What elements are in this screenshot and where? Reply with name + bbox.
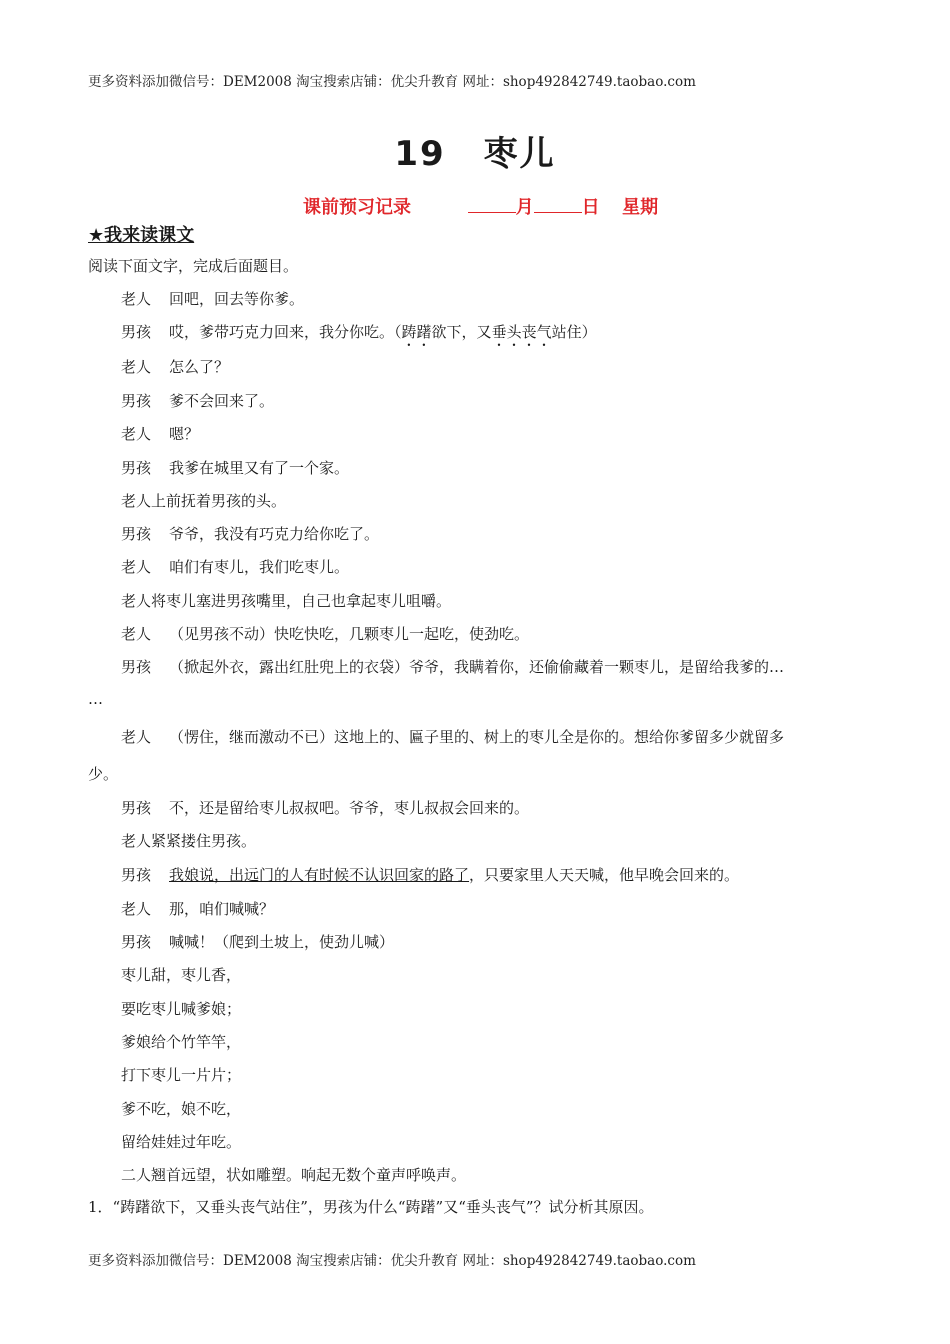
- day-blank[interactable]: [534, 198, 582, 213]
- script-line: 老人 （愣住，继而激动不已）这地上的、匾子里的、树上的枣儿全是你的。想给你爹留多少就留多: [121, 728, 785, 746]
- script-line: 老人 （见男孩不动）快吃快吃，几颗枣儿一起吃，使劲吃。: [121, 625, 530, 643]
- lesson-title: [0, 126, 950, 175]
- emphasized-word: 垂头丧气: [491, 323, 552, 341]
- lesson-name: 枣儿: [483, 134, 556, 174]
- stage-direction: 老人将枣儿塞进男孩嘴里，自己也拿起枣儿咀嚼。: [121, 592, 452, 610]
- day-label: 日: [581, 197, 600, 218]
- question-1: 1．“踌躇欲下，又垂头丧气站住”，男孩为什么“踌躇”又“垂头丧气”？试分析其原因。: [88, 1198, 654, 1216]
- script-line-continued: …: [88, 690, 103, 708]
- script-line: 男孩 不，还是留给枣儿叔叔吧。爷爷，枣儿叔叔会回来的。: [121, 799, 530, 817]
- rhyme-line: 留给娃娃过年吃。: [121, 1133, 242, 1151]
- lesson-number: 19: [394, 134, 446, 174]
- script-line: 男孩 喊喊！（爬到土坡上，使劲儿喊）: [121, 933, 395, 951]
- script-line: 老人 怎么了？: [121, 358, 230, 376]
- rhyme-line: 枣儿甜，枣儿香，: [121, 966, 242, 984]
- script-line: 老人 回吧，回去等你爹。: [121, 290, 305, 308]
- script-line: 男孩 哎，爹带巧克力回来，我分你吃。（踌躇欲下，又垂头丧气站住）: [121, 323, 597, 341]
- month-label: 月: [515, 197, 534, 218]
- preview-record: [303, 193, 658, 219]
- stage-direction: 二人翘首远望，状如雕塑。响起无数个童声呼唤声。: [121, 1166, 467, 1184]
- emphasized-word: 踌躇: [401, 323, 432, 341]
- rhyme-line: 要吃枣儿喊爹娘；: [121, 1000, 242, 1018]
- script-line: 男孩 （掀起外衣，露出红肚兜上的衣袋）爷爷，我瞒着你，还偷偷藏着一颗枣儿，是留给我爹的…: [121, 658, 785, 676]
- page-footer: 更多资料添加微信号：DEM2008 淘宝搜索店铺：优尖升教育 网址：shop492842749.taobao.com: [88, 1253, 696, 1269]
- page-header: 更多资料添加微信号：DEM2008 淘宝搜索店铺：优尖升教育 网址：shop492842749.taobao.com: [88, 74, 696, 90]
- section-title: ★我来读课文: [88, 225, 195, 246]
- script-line: 男孩 我娘说，出远门的人有时候不认识回家的路了，只要家里人天天喊，他早晚会回来的。: [121, 866, 740, 884]
- script-line: 老人 咱们有枣儿，我们吃枣儿。: [121, 558, 350, 576]
- month-blank[interactable]: [468, 198, 516, 213]
- script-line: 男孩 爹不会回来了。: [121, 392, 275, 410]
- script-line: 男孩 爷爷，我没有巧克力给你吃了。: [121, 525, 380, 543]
- underlined-sentence: 我娘说，出远门的人有时候不认识回家的路了: [169, 866, 470, 884]
- rhyme-line: 爹不吃，娘不吃，: [121, 1100, 242, 1118]
- script-line-continued: 少。: [88, 765, 119, 783]
- rhyme-line: 爹娘给个竹竿竿，: [121, 1033, 242, 1051]
- rhyme-line: 打下枣儿一片片；: [121, 1066, 242, 1084]
- script-line: 男孩 我爹在城里又有了一个家。: [121, 459, 350, 477]
- weekday-label: 星期: [622, 197, 659, 218]
- script-line: 老人 那，咱们喊喊？: [121, 900, 275, 918]
- stage-direction: 老人上前抚着男孩的头。: [121, 492, 287, 510]
- stage-direction: 老人紧紧搂住男孩。: [121, 832, 257, 850]
- instruction: 阅读下面文字，完成后面题目。: [88, 257, 299, 275]
- script-line: 老人 嗯？: [121, 425, 200, 443]
- preview-label: 课前预习记录: [303, 197, 411, 218]
